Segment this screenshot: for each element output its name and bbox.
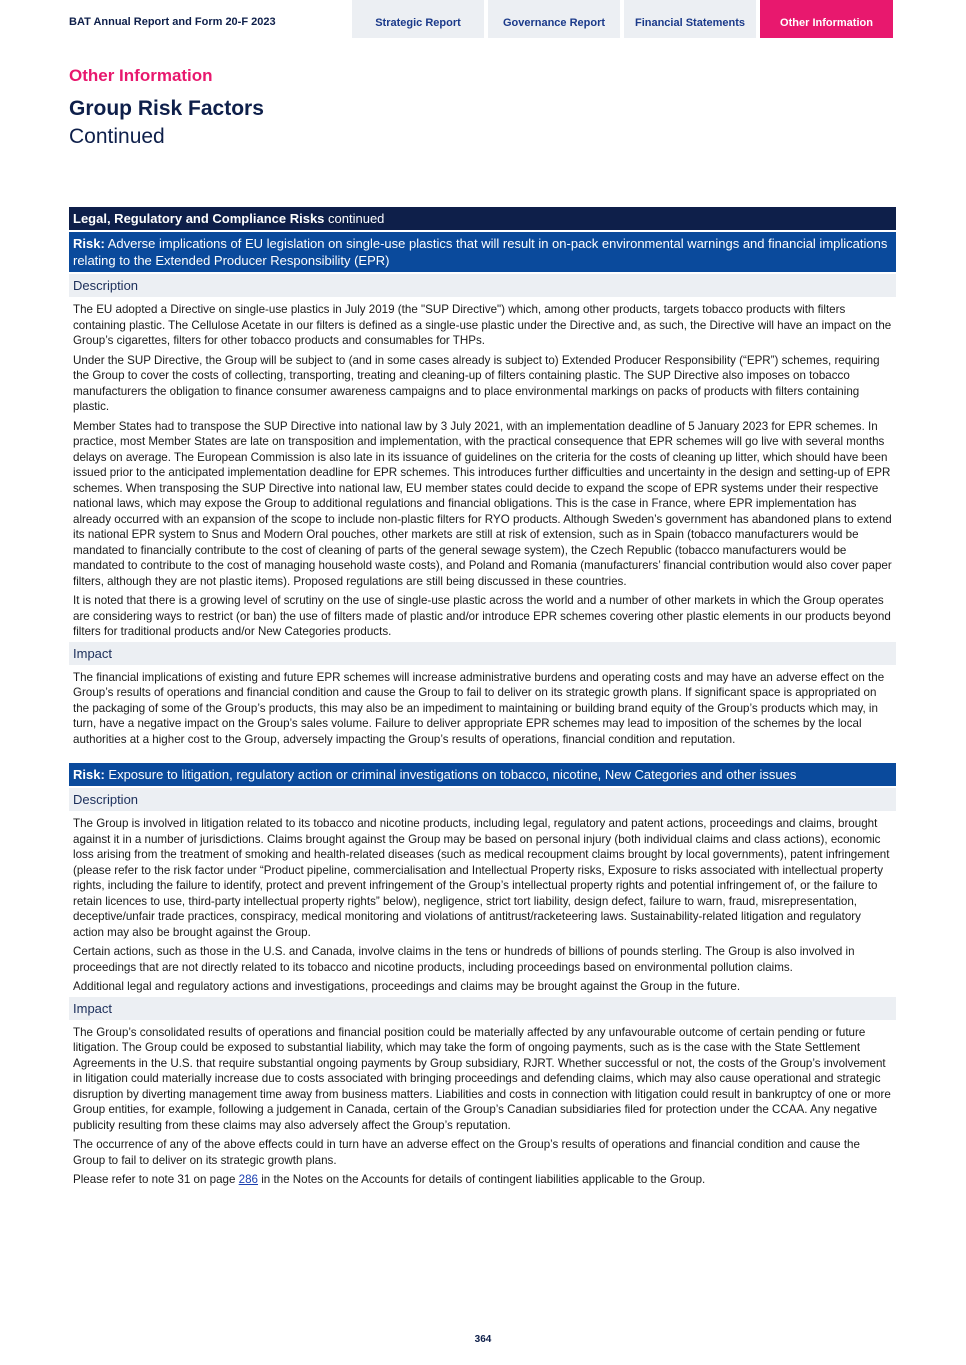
- impact-heading: Impact: [69, 997, 896, 1020]
- tab-governance-report[interactable]: Governance Report: [488, 0, 620, 38]
- risk-title: Exposure to litigation, regulatory action or criminal investigations on tobacco, nicotine, New Categories and other issues: [104, 767, 797, 782]
- risk-label: Risk:: [73, 767, 105, 782]
- table-header: [69, 207, 896, 230]
- description-paragraph: Member States had to transpose the SUP Directive into national law by 3 July 2021, with an implementation deadline of 5 January 2023 for EPR schemes. In practice, most Member States are late on transposition and implementation, with the practical consequence that EPR schemes will go live with several months delays on average. The European Commission is also late in its issuance of guidelines on the criteria for the costs of cleaning up litter, which should have been issued prior to the anticipated implementation deadline for EPR schemes. This introduces further difficulties and uncertainty in the design and setting-up of EPR schemes. When transposing the SUP Directive into national law, EU member states could decide to expand the scope of EPR systems under their respective national laws, which may expose the Group to additional regulations and financial obligations. This is the case in France, where EPR implementation has already occurred with an expansion of the scope to include non-plastic filters for RYO products. Although Sweden’s government has abandoned plans to extend its national EPR system to Snus and Modern Oral pouches, other markets are still at risk of extension, such as in Spain (tobacco manufacturers would be mandated to financially contribute to the cost of cleaning of parts of the general sewage system), the Czech Republic (tobacco manufacturers would be mandated to contribute to the cost of managing household waste costs), and Poland and Romania (manufacturers’ financial contribution would also cover paper filters, although they are not plastic items). Proposed regulations are still being discussed in these countries.: [73, 419, 892, 588]
- risk-title: Adverse implications of EU legislation on single-use plastics that will result in on-pack environmental warnings and financial implications relating to the Extended Producer Responsibility (EPR): [73, 236, 888, 268]
- table-header-title: Legal, Regulatory and Compliance Risks: [73, 211, 325, 226]
- tab-strategic-report[interactable]: Strategic Report: [352, 0, 484, 38]
- description-paragraph: Additional legal and regulatory actions and investigations, proceedings and claims may be brought against the Group in the future.: [73, 980, 741, 993]
- impact-paragraph: The financial implications of existing and future EPR schemes will increase administrative burdens and operating costs and may have an adverse effect on the Group’s results of operations and financial condition and cause the Group to fail to deliver on its strategic growth plans. If significant space is appropriated on the packaging of some of the Group’s products, this may also be an impediment to maintaining or building brand equity of the Group’s products which may, in turn, have a negative impact on the Group’s sales volume. Failure to deliver appropriate EPR schemes may lead to imposition of the schemes by the local authorities at a higher cost to the Group, adversely impacting the Group’s results of operations, financial condition and reputation.: [73, 670, 885, 746]
- description-paragraph: Certain actions, such as those in the U.S. and Canada, involve claims in the tens or hundreds of billions of pounds sterling. The Group is also involved in proceedings that are not directly related to its tobacco and nicotine products, including proceedings based on environmental pollution claims.: [73, 945, 855, 974]
- note-paragraph: [69, 1172, 896, 1188]
- note-prefix: Please refer to note 31 on page: [73, 1173, 239, 1186]
- description-paragraph: The EU adopted a Directive on single-use plastics in July 2019 (the "SUP Directive") which, among other products, targets tobacco products with filters containing plastic. The Cellulose Acetate in our filters is defined as a single-use plastic under the Directive and, as such, the Directive will have an impact on the Group’s cigarettes, filters for other tobacco products and consumables for THPs.: [73, 303, 892, 347]
- risk-table: [69, 207, 896, 1188]
- risk-title-bar: [69, 763, 896, 786]
- description-paragraph: The Group is involved in litigation related to its tobacco and nicotine products, including legal, regulatory and patent actions, proceedings and claims, brought against it in a number of jurisdictions. Claims brought against the Group may be based on personal injury (both individual claims and class actions), economic loss arising from the treatment of smoking and health-related diseases (such as medical recoupment claims brought by local governments), patent infringement (please refer to the risk factor under “Product pipeline, commercialisation and Intellectual Property risks, Exposure to risks associated with intellectual property rights, including the failure to identify, protect and prevent infringement of the Group’s intellectual property rights and potential infringement of, or the failure to retain licences to use, third-party intellectual property rights” below), negligence, strict tort liability, design defect, failure to warn, fraud, misrepresentation, deceptive/unfair trade practices, conspiracy, medical monitoring and violations of antitrust/racketeering laws. Sustainability-related litigation and regulatory action may also be brought against the Group.: [73, 817, 890, 939]
- impact-paragraph: The occurrence of any of the above effects could in turn have an adverse effect on the Group’s results of operations and financial condition and cause the Group to fail to deliver on its strategic growth plans.: [73, 1138, 860, 1167]
- note-suffix: in the Notes on the Accounts for details of contingent liabilities applicable to the Group.: [258, 1173, 706, 1186]
- page-subtitle: Continued: [69, 125, 165, 148]
- description-paragraph: Under the SUP Directive, the Group will be subject to (and in some cases already is subject to) Extended Producer Responsibility (“EPR”) schemes, requiring the Group to cover the costs of collecting, transporting, treating and cleaning-up of filters containing plastic. The SUP Directive also imposes on tobacco manufacturers the obligation to finance consumer awareness campaigns and to place environmental markings on packs of products with filters containing plastic.: [73, 353, 880, 413]
- table-header-suffix: continued: [324, 211, 385, 226]
- tab-financial-statements[interactable]: Financial Statements: [624, 0, 756, 38]
- impact-paragraph: The Group’s consolidated results of operations and financial position could be materially affected by any unfavourable outcome of certain pending or future litigation. The Group could be exposed to substantial liability, which may take the form of ongoing payments, such as is the case with the State Settlement Agreements in the U.S. that require substantial ongoing payments by Group subsidiary, RJRT. Whether successful or not, the costs of the Group’s involvement in litigation could materially increase due to costs associated with bringing proceedings and defending claims, which may also cause operational and strategic disruption by diverting management time away from business matters. Liabilities and costs in connection with litigation could result in bankruptcy of one or more Group entities, for example, following a judgement in Canada, certain of the Group’s Canadian subsidiaries filed for protection under the CCAA. Any negative publicity resulting from these claims may also adversely affect the Group’s reputation.: [73, 1025, 891, 1132]
- description-heading: Description: [69, 788, 896, 811]
- description-paragraph: It is noted that there is a growing level of scrutiny on the use of single-use plastic across the world and a number of other markets in which the Group operates are considering ways to restrict (or ban) the use of filters made of plastic and/or introduce EPR schemes covering other plastic elements in our products beyond filters for traditional products and/or New Categories products.: [73, 594, 891, 638]
- description-heading: Description: [69, 274, 896, 297]
- document-title: BAT Annual Report and Form 20-F 2023: [69, 16, 276, 28]
- section-label: Other Information: [69, 66, 213, 85]
- impact-heading: Impact: [69, 642, 896, 665]
- page-title: Group Risk Factors: [69, 97, 264, 120]
- tab-other-information[interactable]: Other Information: [760, 0, 893, 38]
- section-nav: [352, 0, 893, 38]
- risk-label: Risk:: [73, 236, 105, 251]
- page-number: 364: [474, 1334, 492, 1345]
- page-reference-link[interactable]: 286: [238, 1173, 258, 1186]
- risk-title-bar: [69, 232, 896, 272]
